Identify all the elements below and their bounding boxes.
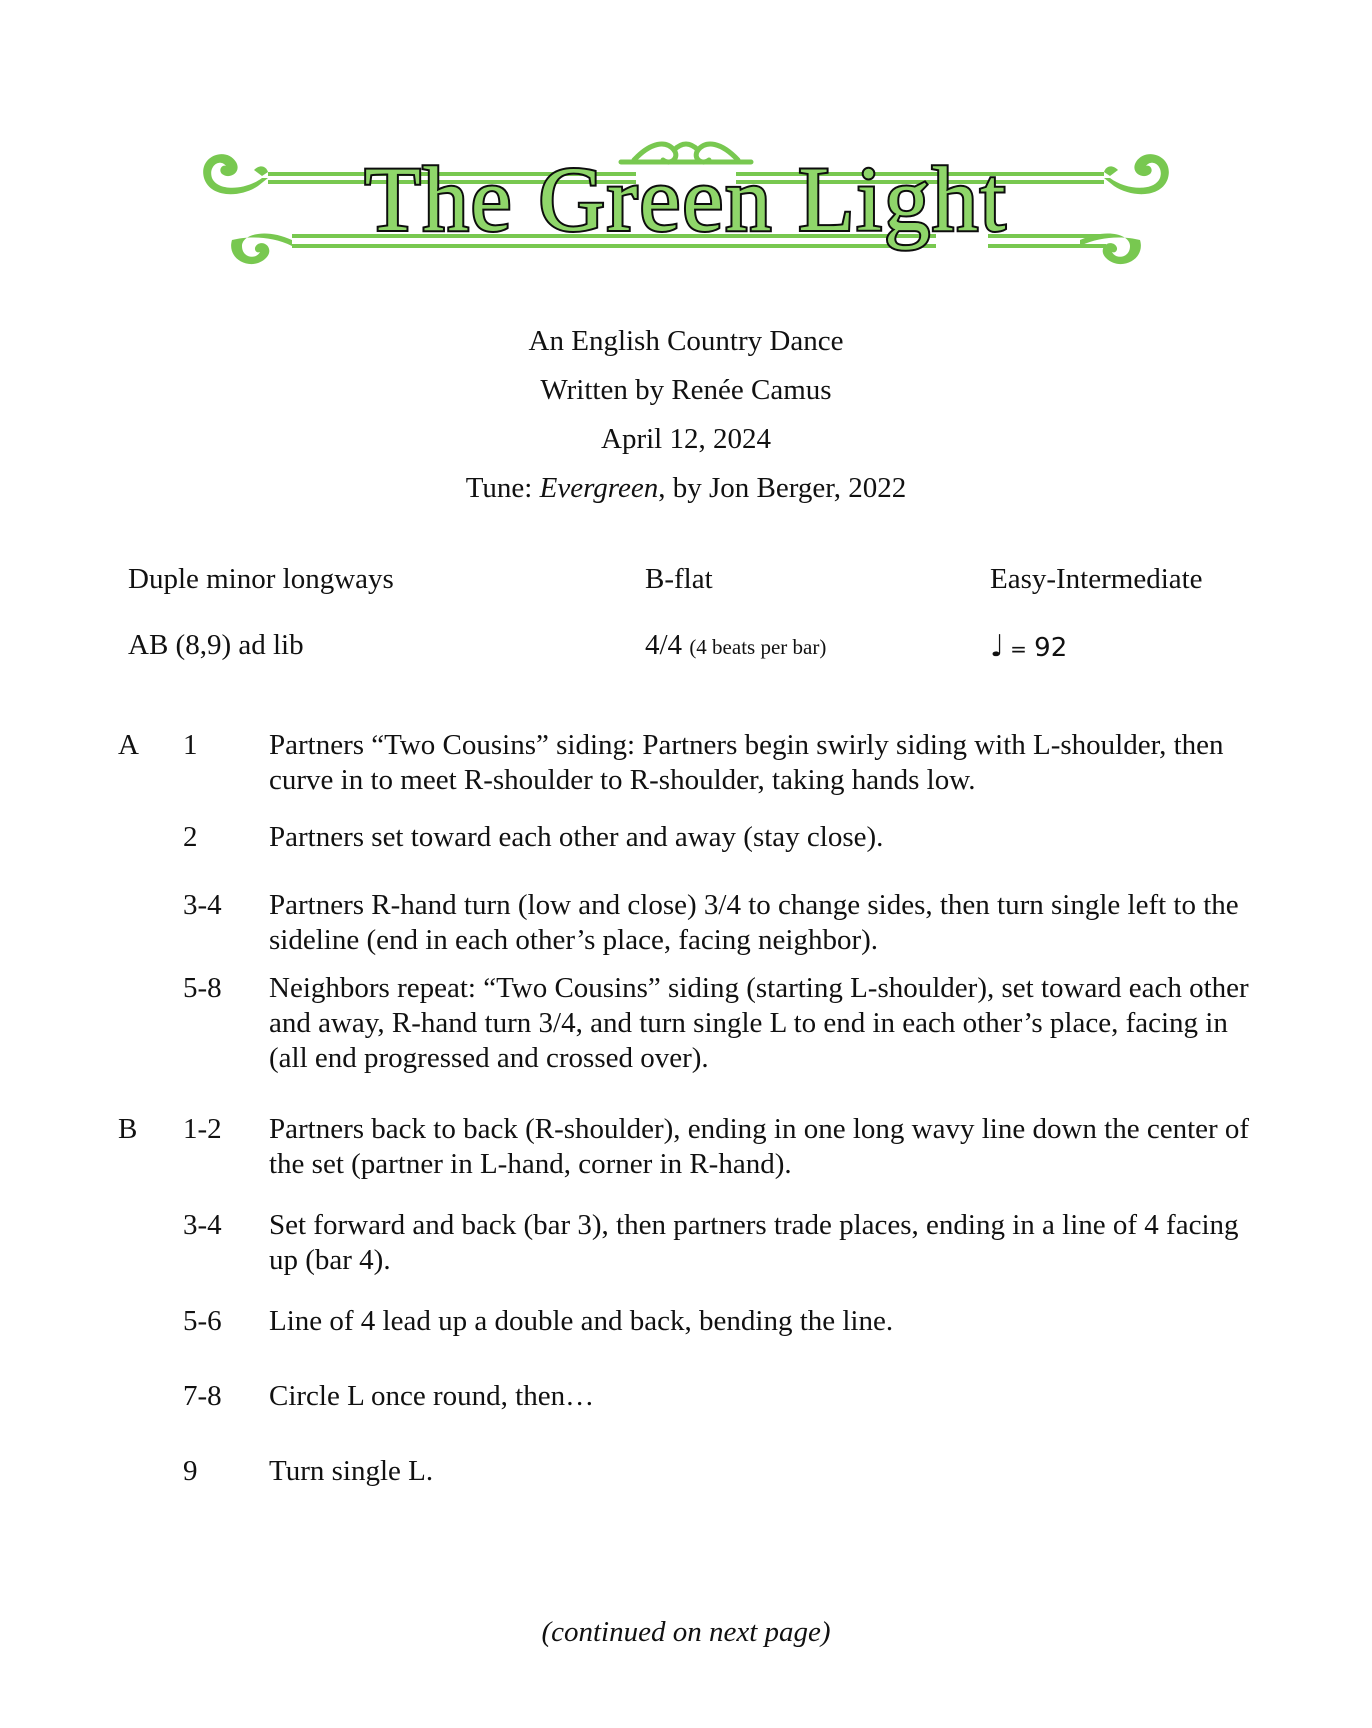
tempo-cell	[990, 629, 1067, 664]
figure-text: Turn single L.	[269, 1455, 434, 1487]
key: B-flat	[645, 563, 713, 595]
info-row-1	[128, 563, 1258, 629]
tempo-value: 92	[1034, 633, 1068, 663]
figure-text: Partners R-hand turn (low and close) 3/4 to change sides, then turn single left to the sideline (end in each other’s place, facing neighbor).	[269, 889, 1239, 956]
meter-note: (4 beats per bar)	[689, 635, 827, 659]
tune-line	[0, 464, 1372, 513]
continued-note: (continued on next page)	[541, 1616, 831, 1648]
date-line: April 12, 2024	[601, 423, 771, 455]
figure-text: Partners set toward each other and away (stay close).	[269, 821, 884, 853]
figure-bars: 1-2	[183, 1113, 222, 1145]
meter: 4/4	[645, 629, 683, 661]
title-logo	[196, 136, 1176, 286]
figure-bars: 1	[183, 729, 198, 761]
level: Easy-Intermediate	[990, 563, 1203, 595]
figure-bars: 2	[183, 821, 198, 853]
figure-bars: 5-6	[183, 1305, 222, 1337]
tune-name: Evergreen	[539, 472, 659, 504]
quarter-note-icon: ♩	[990, 629, 1005, 664]
tune-prefix: Tune:	[465, 472, 540, 504]
tempo-equals: =	[1010, 637, 1027, 661]
figure-text: Partners back to back (R-shoulder), ending in one long wavy line down the center of the set (partner in L-hand, corner in R-hand).	[269, 1113, 1250, 1180]
info-row-2	[128, 629, 1258, 695]
meter-cell	[645, 629, 826, 662]
figure-text: Line of 4 lead up a double and back, bending the line.	[269, 1305, 894, 1337]
figure-bars: 5-8	[183, 972, 222, 1004]
title-text: The Green Light	[364, 148, 1008, 250]
author-line: Written by Renée Camus	[540, 374, 832, 406]
subtitle: An English Country Dance	[528, 325, 844, 357]
dance-info	[128, 563, 1258, 695]
header-block	[0, 317, 1372, 513]
left-scroll-ornament	[203, 154, 268, 194]
right-scroll-ornament	[1104, 154, 1169, 194]
figure-text: Partners “Two Cousins” siding: Partners begin swirly siding with L-shoulder, then curve in to meet R-shoulder to R-shoulder, taking hands low.	[269, 729, 1224, 796]
formation: Duple minor longways	[128, 563, 394, 595]
figure-text: Neighbors repeat: “Two Cousins” siding (starting L-shoulder), set toward each other and away, R-hand turn 3/4, and turn single L to end in each other’s place, facing in (all end progressed and crossed over).	[269, 972, 1249, 1074]
figure-text: Circle L once round, then…	[269, 1380, 595, 1412]
figure-part: B	[118, 1113, 138, 1145]
tune-suffix: , by Jon Berger, 2022	[658, 472, 907, 504]
figure-text: Set forward and back (bar 3), then partners trade places, ending in a line of 4 facing up (bar 4).	[269, 1209, 1239, 1276]
structure: AB (8,9) ad lib	[128, 629, 304, 661]
bottom-left-scroll	[231, 233, 292, 264]
figure-bars: 3-4	[183, 1209, 222, 1241]
figure-bars: 7-8	[183, 1380, 222, 1412]
bottom-right-scroll	[1080, 233, 1141, 264]
figure-part: A	[118, 729, 139, 761]
figure-bars: 9	[183, 1455, 198, 1487]
figure-bars: 3-4	[183, 889, 222, 921]
